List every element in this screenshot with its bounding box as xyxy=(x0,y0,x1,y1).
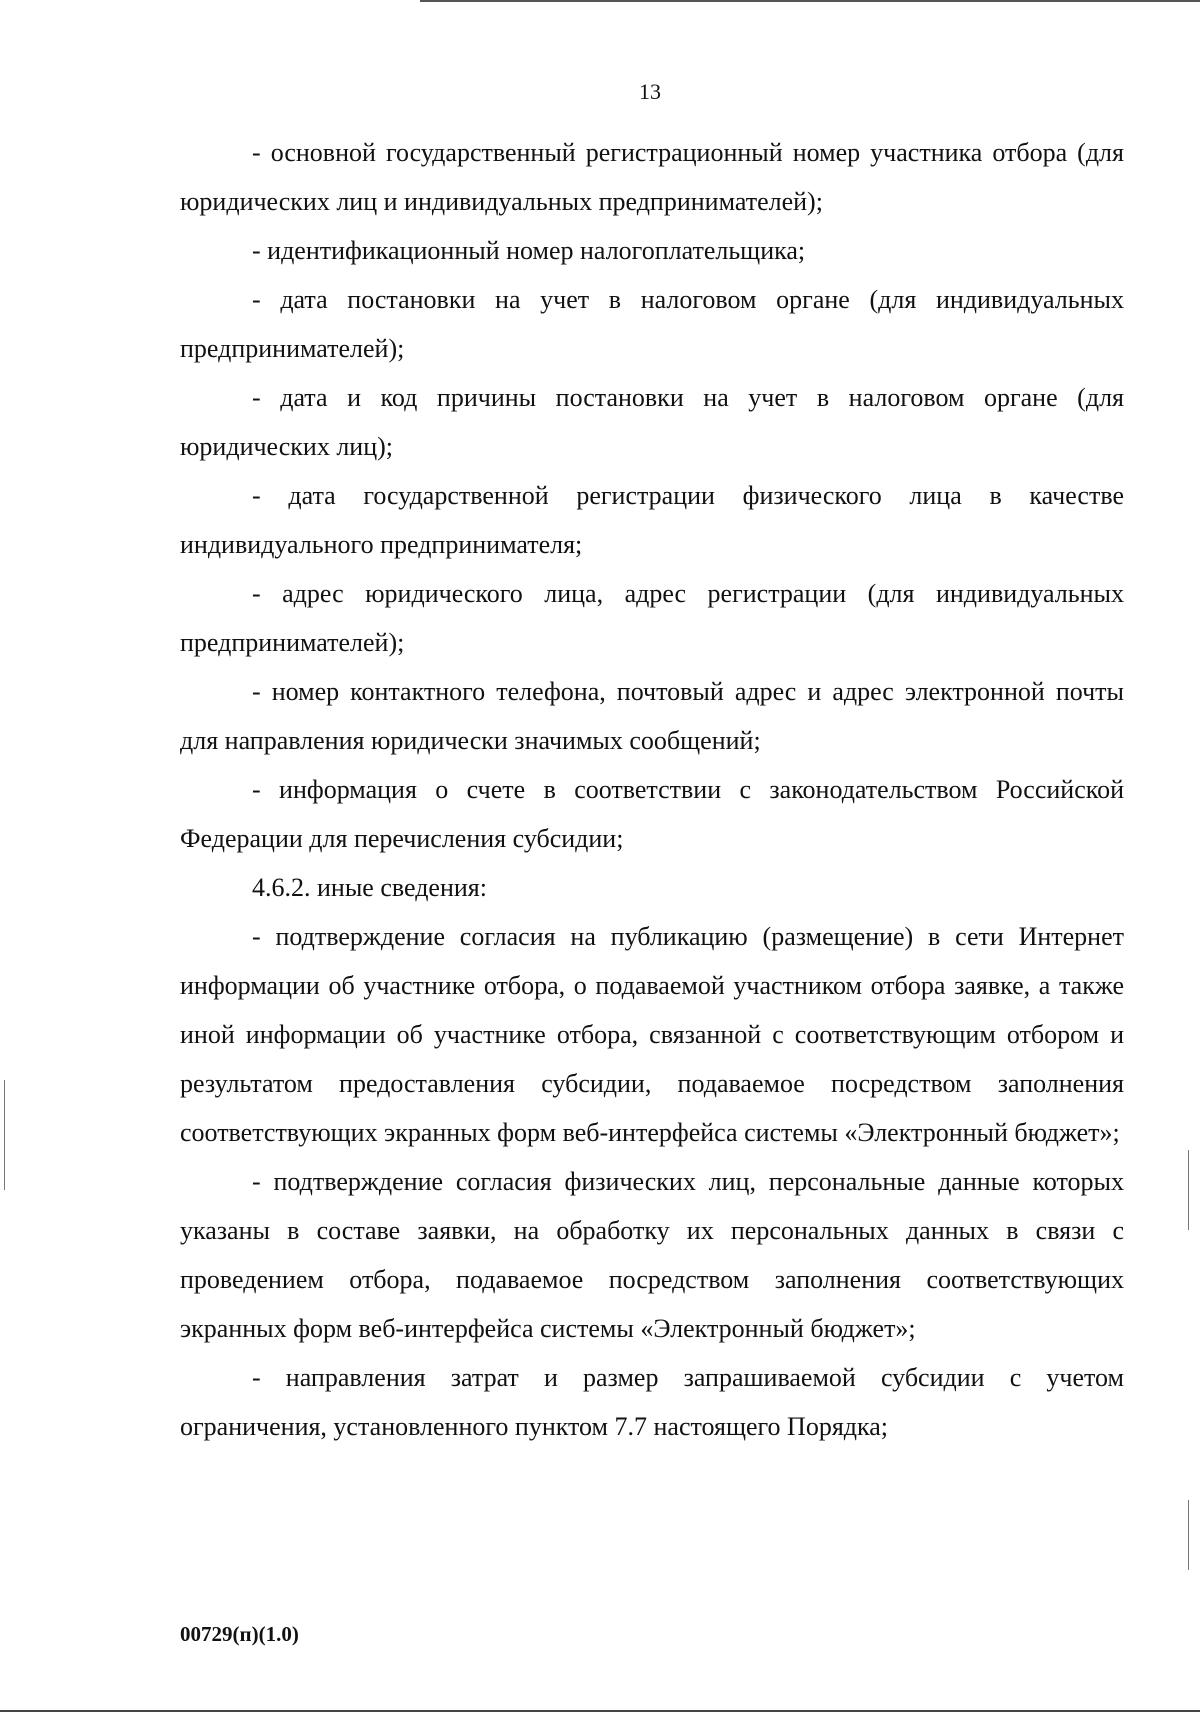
document-body xyxy=(180,128,1124,1451)
paragraph-cost-directions: - направления затрат и размер запрашиваемой субсидии с учетом ограничения, установленного пунктом 7.7 настоящего Порядка; xyxy=(180,1363,1124,1441)
paragraph-inn: - идентификационный номер налогоплательщика; xyxy=(252,236,806,265)
paragraph-address: - адрес юридического лица, адрес регистрации (для индивидуальных предпринимателей); xyxy=(180,579,1124,657)
document-code: 00729(п)(1.0) xyxy=(180,1622,299,1646)
paragraph-tax-registration-code-legal: - дата и код причины постановки на учет в налоговом органе (для юридических лиц); xyxy=(180,383,1124,461)
scan-mark-right-upper xyxy=(1188,1150,1189,1230)
paragraph-contacts: - номер контактного телефона, почтовый адрес и адрес электронной почты для направления юридически значимых сообщений; xyxy=(180,677,1124,755)
paragraph-bank-account: - информация о счете в соответствии с законодательством Российской Федерации для перечисления субсидии; xyxy=(180,775,1124,853)
scan-mark-left xyxy=(4,1080,5,1190)
scan-bottom-edge xyxy=(0,1710,1200,1712)
section-heading-4-6-2: 4.6.2. иные сведения: xyxy=(252,873,487,902)
paragraph-personal-data-consent: - подтверждение согласия физических лиц, персональные данные которых указаны в составе заявки, на обработку их персональных данных в связи с проведением отбора, подаваемое посредством заполнения соответствующих экранных форм веб-интерфейса системы «Электронный бюджет»; xyxy=(180,1167,1124,1343)
paragraph-ogrn: - основной государственный регистрационный номер участника отбора (для юридических лиц и индивидуальных предпринимателей); xyxy=(180,138,1124,216)
paragraph-publication-consent: - подтверждение согласия на публикацию (размещение) в сети Интернет информации об участнике отбора, о подаваемой участником отбора заявке, а также иной информации об участнике отбора, связанной с соответствующим отбором и результатом предоставления субсидии, подаваемое посредством заполнения соответствующих экранных форм веб-интерфейса системы «Электронный бюджет»; xyxy=(180,922,1124,1147)
scan-mark-right-lower xyxy=(1188,1500,1189,1570)
page-number: 13 xyxy=(639,79,661,104)
scan-top-edge xyxy=(420,0,1200,2)
paragraph-state-registration-date: - дата государственной регистрации физического лица в качестве индивидуального предпринимателя; xyxy=(180,481,1124,559)
paragraph-tax-registration-date-ip: - дата постановки на учет в налоговом органе (для индивидуальных предпринимателей); xyxy=(180,285,1124,363)
